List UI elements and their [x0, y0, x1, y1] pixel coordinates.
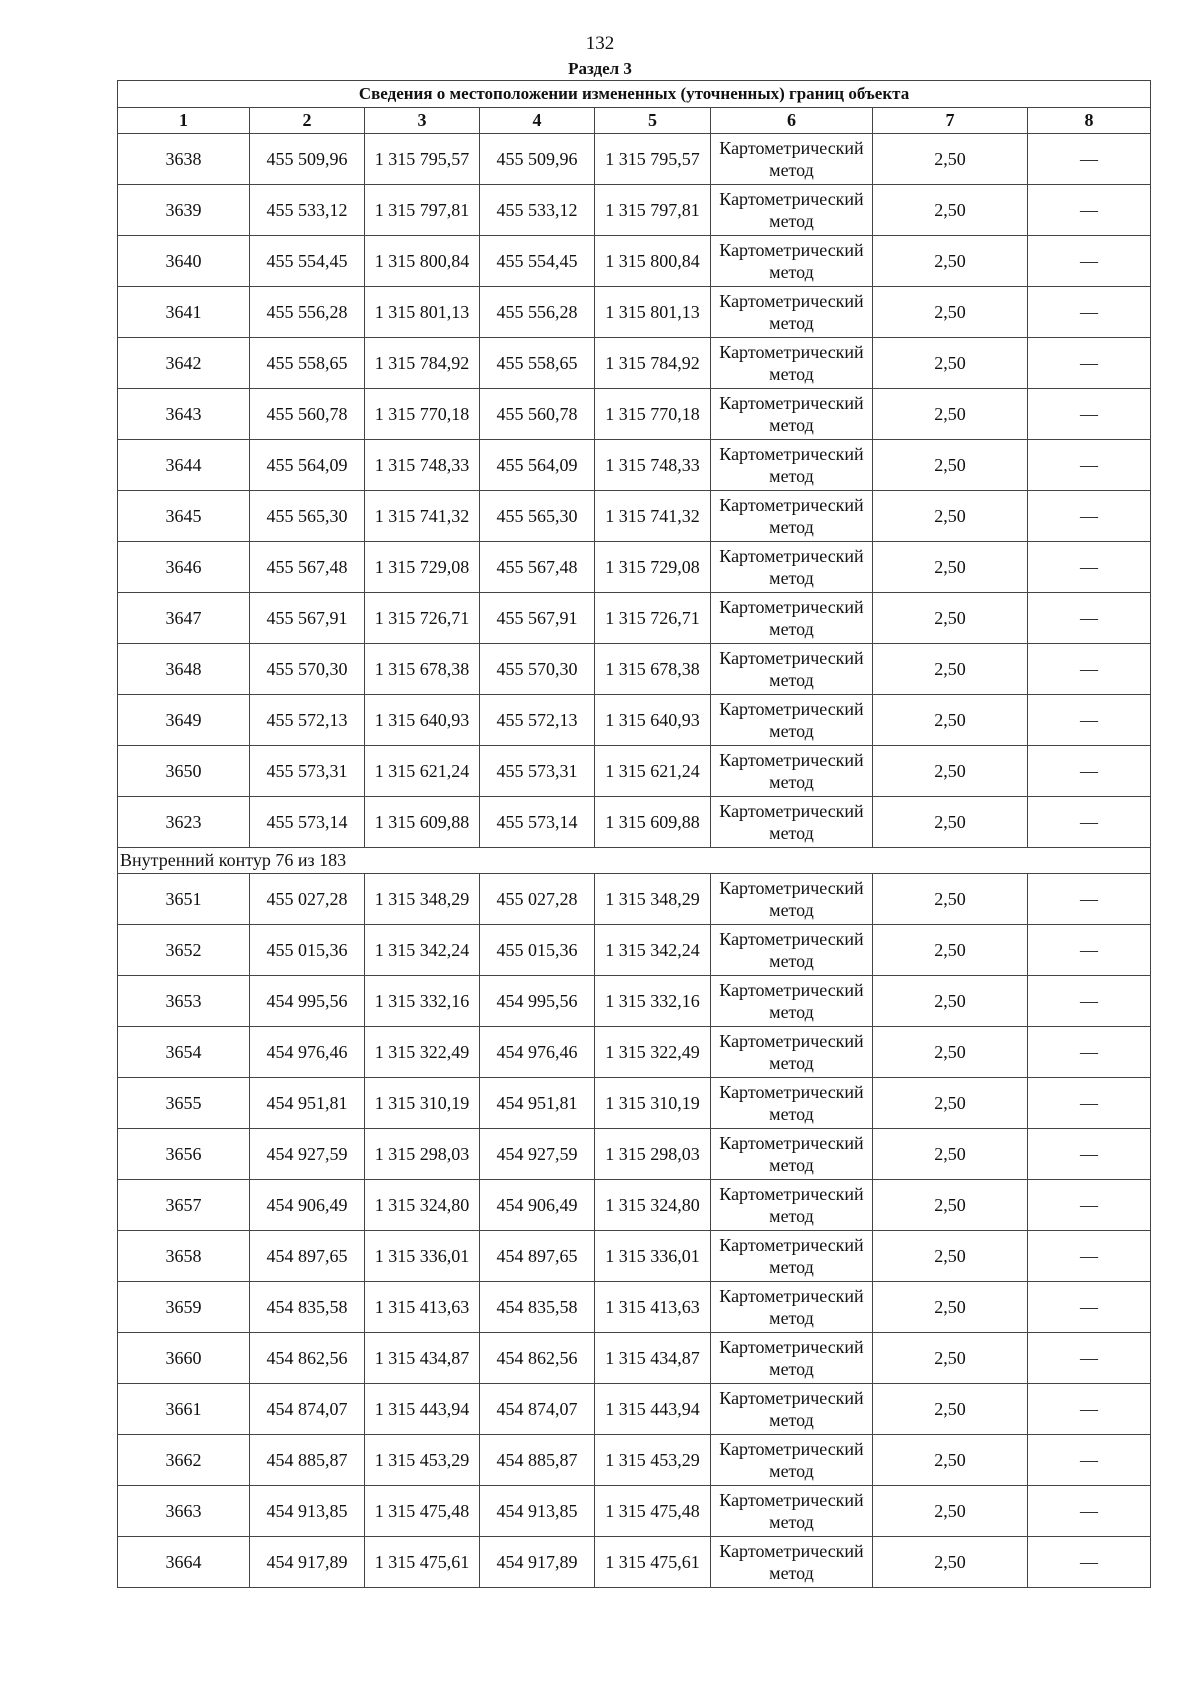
cell-description: — [1028, 797, 1151, 848]
cell-description: — [1028, 1078, 1151, 1129]
cell-y-existing: 1 315 621,24 [365, 746, 480, 797]
cell-x-new: 454 995,56 [480, 976, 595, 1027]
cell-x-new: 454 862,56 [480, 1333, 595, 1384]
cell-x-new: 454 885,87 [480, 1435, 595, 1486]
cell-method: Картометрический метод [711, 542, 873, 593]
cell-point-number: 3664 [118, 1537, 250, 1588]
cell-y-new: 1 315 770,18 [595, 389, 711, 440]
cell-y-existing: 1 315 678,38 [365, 644, 480, 695]
cell-accuracy: 2,50 [873, 1435, 1028, 1486]
cell-x-existing: 454 835,58 [250, 1282, 365, 1333]
cell-method: Картометрический метод [711, 185, 873, 236]
cell-point-number: 3640 [118, 236, 250, 287]
table-row [118, 1333, 1151, 1384]
cell-method: Картометрический метод [711, 1027, 873, 1078]
cell-accuracy: 2,50 [873, 976, 1028, 1027]
cell-method: Картометрический метод [711, 1333, 873, 1384]
cell-x-existing: 455 558,65 [250, 338, 365, 389]
cell-description: — [1028, 491, 1151, 542]
cell-method: Картометрический метод [711, 976, 873, 1027]
cell-y-new: 1 315 678,38 [595, 644, 711, 695]
cell-method: Картометрический метод [711, 1078, 873, 1129]
cell-x-new: 455 558,65 [480, 338, 595, 389]
cell-x-new: 455 554,45 [480, 236, 595, 287]
table-row [118, 440, 1151, 491]
cell-accuracy: 2,50 [873, 1486, 1028, 1537]
cell-description: — [1028, 134, 1151, 185]
cell-y-existing: 1 315 342,24 [365, 925, 480, 976]
cell-y-existing: 1 315 741,32 [365, 491, 480, 542]
cell-x-new: 455 567,48 [480, 542, 595, 593]
cell-y-new: 1 315 729,08 [595, 542, 711, 593]
cell-y-existing: 1 315 336,01 [365, 1231, 480, 1282]
cell-y-existing: 1 315 434,87 [365, 1333, 480, 1384]
cell-point-number: 3655 [118, 1078, 250, 1129]
cell-x-existing: 454 906,49 [250, 1180, 365, 1231]
cell-description: — [1028, 542, 1151, 593]
table-row [118, 287, 1151, 338]
cell-x-new: 454 976,46 [480, 1027, 595, 1078]
cell-description: — [1028, 1486, 1151, 1537]
table-row [118, 874, 1151, 925]
cell-description: — [1028, 1333, 1151, 1384]
cell-y-new: 1 315 298,03 [595, 1129, 711, 1180]
cell-point-number: 3649 [118, 695, 250, 746]
cell-y-existing: 1 315 729,08 [365, 542, 480, 593]
cell-y-existing: 1 315 298,03 [365, 1129, 480, 1180]
cell-y-new: 1 315 475,48 [595, 1486, 711, 1537]
cell-accuracy: 2,50 [873, 389, 1028, 440]
cell-point-number: 3658 [118, 1231, 250, 1282]
cell-point-number: 3654 [118, 1027, 250, 1078]
cell-point-number: 3659 [118, 1282, 250, 1333]
column-header-8: 8 [1028, 108, 1151, 134]
cell-accuracy: 2,50 [873, 134, 1028, 185]
cell-x-existing: 455 573,14 [250, 797, 365, 848]
cell-method: Картометрический метод [711, 1384, 873, 1435]
table-caption: Сведения о местоположении измененных (уточненных) границ объекта [118, 81, 1151, 108]
cell-method: Картометрический метод [711, 695, 873, 746]
cell-y-new: 1 315 621,24 [595, 746, 711, 797]
table-row [118, 593, 1151, 644]
cell-y-new: 1 315 741,32 [595, 491, 711, 542]
cell-accuracy: 2,50 [873, 542, 1028, 593]
cell-x-new: 455 572,13 [480, 695, 595, 746]
table-row [118, 1282, 1151, 1333]
cell-description: — [1028, 644, 1151, 695]
cell-point-number: 3661 [118, 1384, 250, 1435]
cell-method: Картометрический метод [711, 338, 873, 389]
cell-y-new: 1 315 434,87 [595, 1333, 711, 1384]
cell-description: — [1028, 1180, 1151, 1231]
cell-description: — [1028, 874, 1151, 925]
cell-x-existing: 454 913,85 [250, 1486, 365, 1537]
cell-x-new: 454 917,89 [480, 1537, 595, 1588]
cell-x-existing: 455 565,30 [250, 491, 365, 542]
cell-description: — [1028, 185, 1151, 236]
cell-y-new: 1 315 640,93 [595, 695, 711, 746]
cell-y-existing: 1 315 348,29 [365, 874, 480, 925]
cell-point-number: 3657 [118, 1180, 250, 1231]
cell-y-existing: 1 315 800,84 [365, 236, 480, 287]
cell-description: — [1028, 287, 1151, 338]
cell-point-number: 3660 [118, 1333, 250, 1384]
column-header-4: 4 [480, 108, 595, 134]
cell-description: — [1028, 695, 1151, 746]
cell-description: — [1028, 1231, 1151, 1282]
cell-x-existing: 455 554,45 [250, 236, 365, 287]
table-row [118, 389, 1151, 440]
boundary-coordinates-table [117, 80, 1151, 1588]
cell-description: — [1028, 976, 1151, 1027]
cell-point-number: 3641 [118, 287, 250, 338]
cell-y-new: 1 315 336,01 [595, 1231, 711, 1282]
section-title: Раздел 3 [568, 59, 632, 78]
cell-x-new: 455 564,09 [480, 440, 595, 491]
cell-point-number: 3642 [118, 338, 250, 389]
cell-method: Картометрический метод [711, 287, 873, 338]
cell-method: Картометрический метод [711, 593, 873, 644]
cell-x-existing: 454 897,65 [250, 1231, 365, 1282]
cell-accuracy: 2,50 [873, 1078, 1028, 1129]
table-row [118, 1027, 1151, 1078]
cell-accuracy: 2,50 [873, 1384, 1028, 1435]
cell-x-new: 455 015,36 [480, 925, 595, 976]
cell-description: — [1028, 338, 1151, 389]
table-row [118, 976, 1151, 1027]
cell-description: — [1028, 746, 1151, 797]
table-row [118, 134, 1151, 185]
cell-method: Картометрический метод [711, 1486, 873, 1537]
cell-method: Картометрический метод [711, 440, 873, 491]
table-row [118, 1435, 1151, 1486]
cell-y-new: 1 315 795,57 [595, 134, 711, 185]
cell-x-existing: 455 509,96 [250, 134, 365, 185]
cell-method: Картометрический метод [711, 491, 873, 542]
cell-method: Картометрический метод [711, 1435, 873, 1486]
cell-point-number: 3645 [118, 491, 250, 542]
cell-x-existing: 454 951,81 [250, 1078, 365, 1129]
cell-y-existing: 1 315 332,16 [365, 976, 480, 1027]
cell-point-number: 3646 [118, 542, 250, 593]
cell-accuracy: 2,50 [873, 338, 1028, 389]
cell-accuracy: 2,50 [873, 874, 1028, 925]
cell-method: Картометрический метод [711, 746, 873, 797]
table-row [118, 185, 1151, 236]
page-number: 132 [585, 33, 615, 54]
cell-accuracy: 2,50 [873, 925, 1028, 976]
cell-x-existing: 454 874,07 [250, 1384, 365, 1435]
cell-point-number: 3647 [118, 593, 250, 644]
cell-accuracy: 2,50 [873, 746, 1028, 797]
cell-y-new: 1 315 726,71 [595, 593, 711, 644]
cell-x-existing: 455 573,31 [250, 746, 365, 797]
table-row [118, 236, 1151, 287]
cell-x-new: 455 573,31 [480, 746, 595, 797]
cell-y-new: 1 315 784,92 [595, 338, 711, 389]
contour-label: Внутренний контур 76 из 183 [118, 848, 1151, 874]
cell-x-new: 454 951,81 [480, 1078, 595, 1129]
cell-description: — [1028, 1384, 1151, 1435]
table-row [118, 491, 1151, 542]
cell-y-new: 1 315 342,24 [595, 925, 711, 976]
table-row [118, 1537, 1151, 1588]
cell-point-number: 3663 [118, 1486, 250, 1537]
cell-point-number: 3651 [118, 874, 250, 925]
cell-description: — [1028, 1027, 1151, 1078]
cell-y-existing: 1 315 797,81 [365, 185, 480, 236]
cell-method: Картометрический метод [711, 389, 873, 440]
table-row [118, 695, 1151, 746]
cell-point-number: 3656 [118, 1129, 250, 1180]
cell-y-existing: 1 315 322,49 [365, 1027, 480, 1078]
cell-description: — [1028, 389, 1151, 440]
cell-y-new: 1 315 801,13 [595, 287, 711, 338]
cell-y-existing: 1 315 726,71 [365, 593, 480, 644]
column-header-7: 7 [873, 108, 1028, 134]
cell-x-existing: 455 570,30 [250, 644, 365, 695]
cell-y-existing: 1 315 748,33 [365, 440, 480, 491]
cell-y-existing: 1 315 413,63 [365, 1282, 480, 1333]
cell-accuracy: 2,50 [873, 1180, 1028, 1231]
column-header-2: 2 [250, 108, 365, 134]
cell-x-new: 455 570,30 [480, 644, 595, 695]
cell-description: — [1028, 1435, 1151, 1486]
column-header-6: 6 [711, 108, 873, 134]
cell-point-number: 3653 [118, 976, 250, 1027]
table-row [118, 1384, 1151, 1435]
cell-y-existing: 1 315 475,48 [365, 1486, 480, 1537]
cell-x-existing: 455 556,28 [250, 287, 365, 338]
cell-y-new: 1 315 332,16 [595, 976, 711, 1027]
cell-accuracy: 2,50 [873, 644, 1028, 695]
cell-y-new: 1 315 310,19 [595, 1078, 711, 1129]
cell-y-existing: 1 315 443,94 [365, 1384, 480, 1435]
cell-description: — [1028, 925, 1151, 976]
cell-point-number: 3638 [118, 134, 250, 185]
cell-y-new: 1 315 443,94 [595, 1384, 711, 1435]
table-row [118, 925, 1151, 976]
cell-x-new: 454 906,49 [480, 1180, 595, 1231]
cell-description: — [1028, 236, 1151, 287]
cell-point-number: 3648 [118, 644, 250, 695]
cell-x-new: 455 560,78 [480, 389, 595, 440]
table-row [118, 1180, 1151, 1231]
cell-accuracy: 2,50 [873, 1282, 1028, 1333]
cell-y-new: 1 315 322,49 [595, 1027, 711, 1078]
cell-method: Картометрический метод [711, 1282, 873, 1333]
cell-y-existing: 1 315 801,13 [365, 287, 480, 338]
cell-x-new: 455 556,28 [480, 287, 595, 338]
cell-method: Картометрический метод [711, 644, 873, 695]
cell-x-new: 455 567,91 [480, 593, 595, 644]
cell-point-number: 3643 [118, 389, 250, 440]
cell-y-new: 1 315 348,29 [595, 874, 711, 925]
cell-point-number: 3623 [118, 797, 250, 848]
cell-x-new: 454 835,58 [480, 1282, 595, 1333]
cell-x-existing: 454 917,89 [250, 1537, 365, 1588]
cell-x-new: 455 509,96 [480, 134, 595, 185]
cell-y-existing: 1 315 324,80 [365, 1180, 480, 1231]
cell-x-existing: 455 567,48 [250, 542, 365, 593]
cell-accuracy: 2,50 [873, 695, 1028, 746]
cell-x-existing: 454 885,87 [250, 1435, 365, 1486]
table-row [118, 1129, 1151, 1180]
cell-point-number: 3644 [118, 440, 250, 491]
cell-accuracy: 2,50 [873, 185, 1028, 236]
cell-accuracy: 2,50 [873, 1231, 1028, 1282]
table-row [118, 1078, 1151, 1129]
cell-accuracy: 2,50 [873, 1333, 1028, 1384]
cell-x-new: 454 927,59 [480, 1129, 595, 1180]
cell-y-existing: 1 315 795,57 [365, 134, 480, 185]
cell-y-new: 1 315 413,63 [595, 1282, 711, 1333]
table-row [118, 644, 1151, 695]
cell-description: — [1028, 1282, 1151, 1333]
cell-x-existing: 455 015,36 [250, 925, 365, 976]
cell-x-new: 455 565,30 [480, 491, 595, 542]
cell-x-existing: 454 862,56 [250, 1333, 365, 1384]
cell-accuracy: 2,50 [873, 236, 1028, 287]
cell-y-existing: 1 315 609,88 [365, 797, 480, 848]
cell-y-new: 1 315 475,61 [595, 1537, 711, 1588]
cell-x-existing: 455 027,28 [250, 874, 365, 925]
cell-point-number: 3639 [118, 185, 250, 236]
cell-x-new: 455 027,28 [480, 874, 595, 925]
cell-x-new: 454 897,65 [480, 1231, 595, 1282]
cell-x-new: 454 874,07 [480, 1384, 595, 1435]
cell-y-existing: 1 315 770,18 [365, 389, 480, 440]
cell-accuracy: 2,50 [873, 491, 1028, 542]
cell-method: Картометрический метод [711, 797, 873, 848]
table-row [118, 1486, 1151, 1537]
cell-x-new: 455 533,12 [480, 185, 595, 236]
cell-accuracy: 2,50 [873, 1129, 1028, 1180]
cell-x-new: 455 573,14 [480, 797, 595, 848]
cell-method: Картометрический метод [711, 1129, 873, 1180]
table-row [118, 338, 1151, 389]
cell-method: Картометрический метод [711, 1180, 873, 1231]
cell-method: Картометрический метод [711, 1231, 873, 1282]
table-row [118, 797, 1151, 848]
cell-method: Картометрический метод [711, 925, 873, 976]
cell-method: Картометрический метод [711, 1537, 873, 1588]
cell-method: Картометрический метод [711, 236, 873, 287]
cell-point-number: 3652 [118, 925, 250, 976]
cell-accuracy: 2,50 [873, 1027, 1028, 1078]
cell-x-existing: 455 572,13 [250, 695, 365, 746]
cell-y-existing: 1 315 453,29 [365, 1435, 480, 1486]
cell-x-existing: 455 560,78 [250, 389, 365, 440]
cell-description: — [1028, 593, 1151, 644]
cell-description: — [1028, 1129, 1151, 1180]
cell-y-new: 1 315 800,84 [595, 236, 711, 287]
cell-description: — [1028, 1537, 1151, 1588]
cell-accuracy: 2,50 [873, 440, 1028, 491]
cell-point-number: 3662 [118, 1435, 250, 1486]
cell-accuracy: 2,50 [873, 287, 1028, 338]
cell-x-existing: 454 995,56 [250, 976, 365, 1027]
cell-y-existing: 1 315 475,61 [365, 1537, 480, 1588]
column-header-3: 3 [365, 108, 480, 134]
cell-description: — [1028, 440, 1151, 491]
table-row [118, 746, 1151, 797]
cell-x-existing: 455 533,12 [250, 185, 365, 236]
cell-method: Картометрический метод [711, 134, 873, 185]
cell-y-new: 1 315 748,33 [595, 440, 711, 491]
cell-method: Картометрический метод [711, 874, 873, 925]
cell-x-existing: 455 564,09 [250, 440, 365, 491]
table-row [118, 1231, 1151, 1282]
cell-y-existing: 1 315 784,92 [365, 338, 480, 389]
cell-x-existing: 454 927,59 [250, 1129, 365, 1180]
cell-y-new: 1 315 453,29 [595, 1435, 711, 1486]
contour-label-row [118, 848, 1151, 874]
table-row [118, 542, 1151, 593]
cell-y-new: 1 315 797,81 [595, 185, 711, 236]
cell-accuracy: 2,50 [873, 593, 1028, 644]
cell-y-existing: 1 315 310,19 [365, 1078, 480, 1129]
cell-y-new: 1 315 609,88 [595, 797, 711, 848]
cell-y-existing: 1 315 640,93 [365, 695, 480, 746]
cell-point-number: 3650 [118, 746, 250, 797]
cell-x-new: 454 913,85 [480, 1486, 595, 1537]
cell-x-existing: 455 567,91 [250, 593, 365, 644]
cell-accuracy: 2,50 [873, 797, 1028, 848]
column-header-5: 5 [595, 108, 711, 134]
cell-x-existing: 454 976,46 [250, 1027, 365, 1078]
cell-y-new: 1 315 324,80 [595, 1180, 711, 1231]
cell-accuracy: 2,50 [873, 1537, 1028, 1588]
column-header-1: 1 [118, 108, 250, 134]
